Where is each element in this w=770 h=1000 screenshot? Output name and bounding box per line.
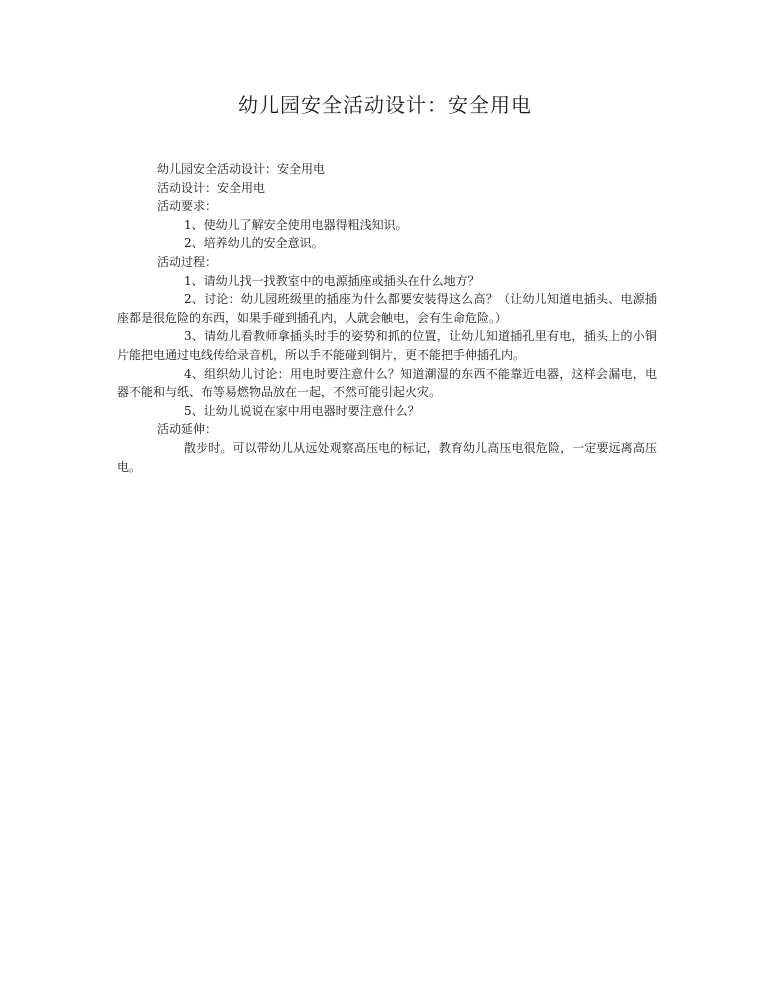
paragraph-process-3: 3、请幼儿看教师拿插头时手的姿势和抓的位置，让幼儿知道插孔里有电，插头上的小铜片能把电通过电线传给录音机，所以手不能碰到铜片，更不能把手伸插孔内。 [117, 329, 657, 362]
paragraph-process-1: 1、请幼儿找一找教室中的电源插座或插头在什么地方？ [184, 273, 480, 288]
paragraph-requirements-heading: 活动要求： [157, 199, 218, 214]
paragraph-subtitle: 幼儿园安全活动设计：安全用电 [157, 162, 326, 176]
document-body [117, 160, 657, 476]
paragraph-extension-heading: 活动延伸： [157, 422, 218, 437]
paragraph-process-heading: 活动过程： [157, 254, 218, 269]
paragraph-activity-design: 活动设计：安全用电 [157, 180, 266, 195]
paragraph-process-5: 5、让幼儿说说在家中用电器时要注意什么？ [184, 403, 420, 418]
paragraph-requirement-2: 2、培养幼儿的安全意识。 [184, 236, 324, 251]
paragraph-process-4: 4、组织幼儿讨论：用电时要注意什么？知道潮湿的东西不能靠近电器，这样会漏电，电器不能和与纸、布等易燃物品放在一起，不然可能引起火灾。 [117, 366, 657, 400]
paragraph-extension-1: 散步时。可以带幼儿从远处观察高压电的标记，教育幼儿高压电很危险，一定要远离高压电。 [117, 440, 657, 474]
paragraph-requirement-1: 1、使幼儿了解安全使用电器得粗浅知识。 [184, 217, 408, 232]
document-title: 幼儿园安全活动设计：安全用电 [238, 93, 532, 117]
paragraph-process-2: 2、讨论：幼儿园班级里的插座为什么都要安装得这么高？（让幼儿知道电插头、电源插座都是很危险的东西，如果手碰到插孔内，人就会触电，会有生命危险。） [117, 292, 657, 325]
